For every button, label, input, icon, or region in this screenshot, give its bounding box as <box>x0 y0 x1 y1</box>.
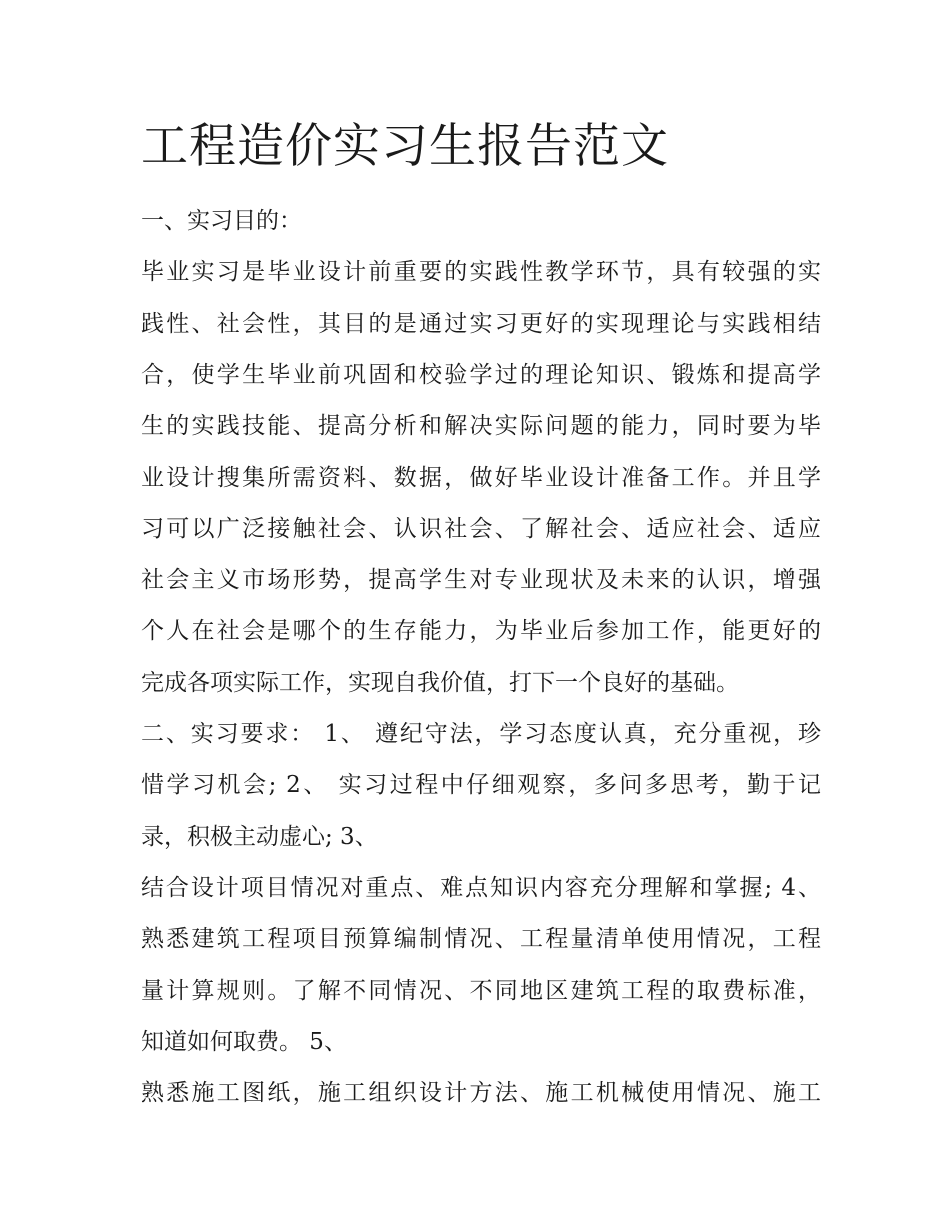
paragraph-line: 践性、社会性，其目的是通过实习更好的实现理论与实践相结 <box>141 311 821 337</box>
paragraph-line: 合，使学生毕业前巩固和校验学过的理论知识、锻炼和提高学 <box>141 362 821 388</box>
paragraph-line: 知道如何取费。 5、 <box>141 1029 347 1055</box>
section-heading-purpose: 一、实习目的： <box>141 208 302 234</box>
section-heading-requirements: 二、实习要求： 1、 遵纪守法，学习态度认真，充分重视，珍 <box>141 721 821 747</box>
paragraph-line: 社会主义市场形势，提高学生对专业现状及未来的认识，增强 <box>141 567 821 593</box>
paragraph-line: 业设计搜集所需资料、数据，做好毕业设计准备工作。并且学 <box>141 465 821 491</box>
document-title: 工程造价实习生报告范文 <box>141 119 669 174</box>
paragraph-line: 个人在社会是哪个的生存能力，为毕业后参加工作，能更好的 <box>141 618 821 644</box>
paragraph-line: 惜学习机会; 2、 实习过程中仔细观察，多问多思考，勤于记 <box>141 772 821 798</box>
paragraph-line: 量计算规则。了解不同情况、不同地区建筑工程的取费标准， <box>141 978 821 1004</box>
paragraph-line: 毕业实习是毕业设计前重要的实践性教学环节，具有较强的实 <box>141 259 821 285</box>
paragraph-line: 习可以广泛接触社会、认识社会、了解社会、适应社会、适应 <box>141 516 821 542</box>
paragraph-line: 完成各项实际工作，实现自我价值，打下一个良好的基础。 <box>141 670 739 696</box>
paragraph-line: 熟悉建筑工程项目预算编制情况、工程量清单使用情况，工程 <box>141 926 821 952</box>
paragraph-line: 结合设计项目情况对重点、难点知识内容充分理解和掌握; 4、 <box>141 875 821 901</box>
paragraph-line: 生的实践技能、提高分析和解决实际问题的能力，同时要为毕 <box>141 413 821 439</box>
paragraph-line: 熟悉施工图纸，施工组织设计方法、施工机械使用情况、施工 <box>141 1080 821 1106</box>
paragraph-line: 录，积极主动虚心; 3、 <box>141 824 378 850</box>
